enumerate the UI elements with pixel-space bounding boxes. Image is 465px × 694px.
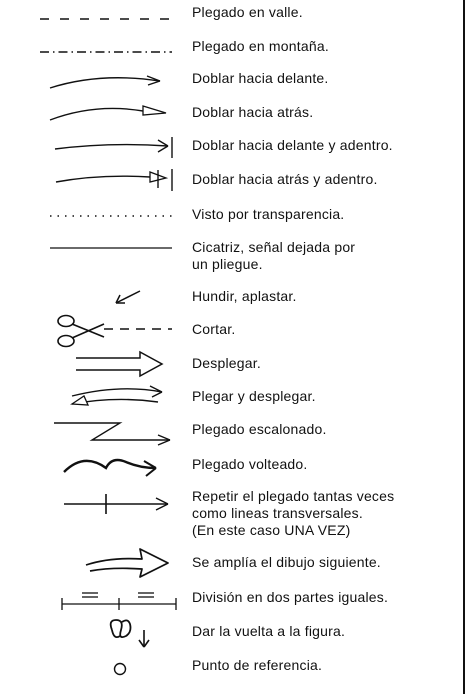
arrow-fold-forward-in-icon — [0, 134, 190, 164]
arrow-fold-forward-icon — [0, 66, 190, 96]
legend-label-reference-point: Punto de referencia. — [192, 657, 323, 673]
legend-label-fold-forward: Doblar hacia delante. — [192, 70, 329, 86]
legend-label-mountain-fold: Plegado en montaña. — [192, 38, 329, 54]
reference-point-icon — [0, 657, 190, 679]
legend-label-xray-view: Visto por transparencia. — [192, 206, 345, 222]
legend-label-turn-fold: Plegado volteado. — [192, 456, 308, 472]
scissors-icon — [0, 312, 190, 350]
dash-dot-line-icon — [0, 44, 190, 60]
fold-unfold-arrow-icon — [0, 382, 190, 412]
legend-label-repeat: Repetir el plegado tantas veces como lineas transversales. (En este caso UNA VEZ) — [192, 488, 395, 538]
legend-label-crease: Cicatriz, señal dejada por un pliegue. — [192, 239, 356, 272]
legend-label-fold-unfold: Plegar y desplegar. — [192, 388, 316, 404]
legend-label-push: Hundir, aplastar. — [192, 288, 297, 304]
legend-label-turn-over: Dar la vuelta a la figura. — [192, 623, 346, 639]
zigzag-arrow-icon — [0, 414, 190, 448]
arrow-fold-back-icon — [0, 98, 190, 128]
dotted-line-icon — [0, 208, 190, 224]
push-arrow-icon — [0, 286, 190, 308]
legend-label-pleat: Plegado escalonado. — [192, 421, 327, 437]
repeat-arrow-icon — [0, 490, 190, 520]
hollow-arrow-icon — [0, 348, 190, 380]
legend-label-enlarge: Se amplía el dibujo siguiente. — [192, 554, 381, 570]
legend-label-equal-division: División en dos partes iguales. — [192, 589, 389, 605]
turn-over-icon — [0, 616, 190, 650]
legend-label-cut: Cortar. — [192, 321, 236, 337]
dashed-line-icon — [0, 10, 190, 26]
solid-line-icon — [0, 240, 190, 256]
loop-arrow-icon — [0, 450, 190, 484]
legend-label-fold-back-in: Doblar hacia atrás y adentro. — [192, 171, 378, 187]
arrow-fold-back-in-icon — [0, 166, 190, 196]
legend-label-fold-back: Doblar hacia atrás. — [192, 104, 314, 120]
legend-label-unfold: Desplegar. — [192, 355, 261, 371]
legend-label-fold-forward-in: Doblar hacia delante y adentro. — [192, 137, 393, 153]
equal-division-icon — [0, 586, 190, 614]
legend-label-valley-fold: Plegado en valle. — [192, 4, 303, 20]
enlarge-arrow-icon — [0, 543, 190, 583]
